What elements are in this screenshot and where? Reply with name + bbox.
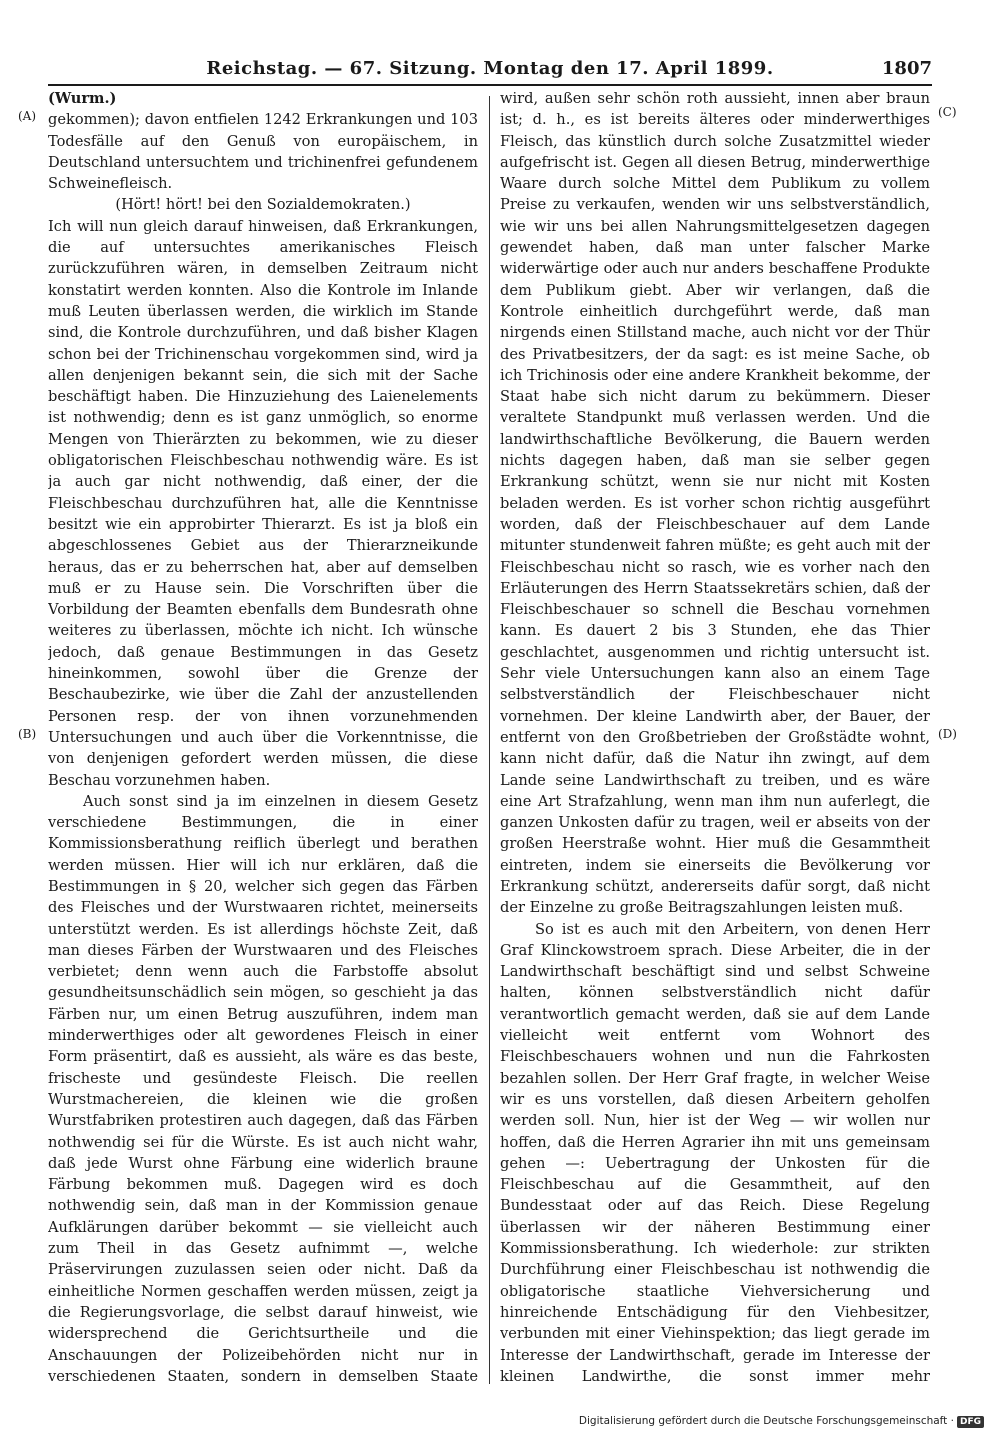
column-divider [489, 96, 490, 1384]
paragraph: So ist es auch mit den Arbeitern, von denen Herr Graf Klinckowstroem sprach. Diese Arbeiter, die in der Landwirthschaft beschäftigt sind und selbst Schweine halten, können selbstverständlich nicht dafür verantwortlich gemacht werden, daß sie auf dem Lande vielleicht weit entfernt vom Wohnort des Fleischbeschauers wohnen und nun die Fahrkosten bezahlen sollen. Der Herr Graf fragte, in welcher Weise wir es uns vorstellen, daß diesen Arbeitern geholfen werden soll. Nun, hier ist der Weg — wir wollen nur hoffen, daß die Herren Agrarier ihn mit uns gemeinsam gehen —: Uebertragung der Unkosten für die Fleischbeschau auf die Gesammtheit, auf den Bundesstaat oder auf das Reich. Diese Regelung überlassen wir der näheren Bestimmung einer Kommissionsberathung. Ich wiederhole: zur strikten Durchführung einer Fleischbeschau ist nothwendig die obligatorische staatliche Viehversicherung und hinreichende Entschädigung für den Viehbesitzer, verbunden mit einer Viehinspektion; das liegt gerade im Interesse der Landwirthschaft, gerade im Interesse der kleinen Landwirthe, die sonst immer mehr [500, 920, 930, 1385]
interjection: (Hört! hört! bei den Sozialdemokraten.) [115, 196, 411, 214]
speaker-name: (Wurm.) [48, 90, 117, 107]
page-header [48, 54, 932, 84]
credit-text: Digitalisierung gefördert durch die Deutsche Forschungsgemeinschaft · [578, 1415, 954, 1427]
digitization-credit [579, 1415, 984, 1428]
margin-marker-a: (A) [18, 109, 37, 123]
paragraph: Ich will nun gleich darauf hinweisen, daß Erkrankungen, die auf untersuchtes amerikanisches Fleisch zurückzuführen wären, in demselben Zeitraum nicht konstatirt werden konnten. Also die Kontrole im Inlande muß Leuten überlassen werden, die wirklich im Stande sind, die Kontrole durchzuführen, und daß bisher Klagen schon bei der Trichinenschau vorgekommen sind, wird ja allen denjenigen bekannt sein, die sich mit der Sache beschäftigt haben. Die Hinzuziehung des Laienelements ist nothwendig; denn es ist ganz unmöglich, so enorme Mengen von Thierärzten zu bekommen, wie zu dieser obligatorischen Fleischbeschau nothwendig wäre. Es ist ja auch gar nicht nothwendig, daß einer, der die Fleischbeschau durchzuführen hat, alle die Kenntnisse besitzt wie ein approbirter Thierarzt. Es ist ja bloß ein abgeschlossenes Gebiet aus der Thierarzneikunde heraus, das er zu beherrschen hat, aber auf demselben muß er zu Hause sein. Die Vorschriften über die Vorbildung der Beamten ebenfalls dem Bundesrath ohne weiteres zu überlassen, möchte ich nicht. Ich wünsche jedoch, daß genaue Bestimmungen in das Gesetz hineinkommen, sowohl über die Grenze der Beschaubezirke, wie über die Zahl der anzustellenden Personen resp. der von ihnen vorzunehmenden Untersuchungen und auch über die Vorkenntnisse, die von denjenigen gefordert werden müssen, die diese Beschau vorzunehmen haben. [48, 217, 478, 789]
paragraph: wird, außen sehr schön roth aussieht, innen aber braun ist; d. h., es ist bereits älteres oder minderwerthiges Fleisch, das künstlich durch solche Zusatzmittel wieder aufgefrischt ist. Gegen all diesen Betrug, minderwerthige Waare durch solche Mittel dem Publikum zu vollem Preise zu verkaufen, wenden wir uns selbstverständlich, wie wir uns bei allen Nahrungsmittelgesetzen dagegen gewendet haben, daß man unter falscher Marke widerwärtige oder auch nur anders beschaffene Produkte dem Publikum giebt. Aber wir verlangen, daß die Kontrole einheitlich durchgeführt werde, daß man nirgends einen Stillstand mache, auch nicht vor der Thür des Privatbesitzers, der da sagt: es ist meine Sache, ob ich Trichinosis oder eine andere Krankheit bekomme, der Staat habe sich nicht darum zu bekümmern. Dieser veraltete Standpunkt muß verlassen werden. Und die landwirthschaftliche Bevölkerung, die Bauern werden nichts dagegen haben, daß man sie selber gegen Erkrankung schützt, wenn sie nur nicht mit Kosten beladen werden. Es ist vorher schon richtig ausgeführt worden, daß der Fleischbeschauer auf dem Lande mitunter stundenweit fahren müßte; es geht auch mit der Fleischbeschau nicht so rasch, wie es vorher nach den Erläuterungen des Herrn Staatssekretärs schien, daß der Fleischbeschauer so schnell die Beschau vornehmen kann. Es dauert 2 bis 3 Stunden, ehe das Thier geschlachtet, ausgenommen und richtig untersucht ist. Sehr viele Untersuchungen kann also an einem Tage selbstverständlich der Fleischbeschauer nicht vornehmen. Der kleine Landwirth aber, der Bauer, der entfernt von den Großbetrieben der Großstädte wohnt, kann nicht dafür, daß die Natur ihn zwingt, auf dem Lande seine Landwirthschaft zu treiben, und es wäre eine Art Strafzahlung, wenn man ihm nun auferlegt, die ganzen Unkosten dafür zu tragen, weil er abseits von der großen Heerstraße wohnt. Hier muß die Gesammtheit eintreten, indem sie einerseits die Bevölkerung vor Erkrankung schützt, andererseits dafür sorgt, daß nicht der Einzelne zu große Beitragszahlungen leisten muß. [500, 90, 930, 917]
margin-marker-d: (D) [938, 727, 957, 741]
paragraph: Auch sonst sind ja im einzelnen in diesem Gesetz verschiedene Bestimmungen, die in einer Kommissionsberathung reiflich überlegt und berathen werden müssen. Hier will ich nur erklären, daß die Bestimmungen in § 20, welcher sich gegen das Färben des Fleisches und der Wurstwaaren richtet, meinerseits unterstützt werden. Es ist allerdings höchste Zeit, daß man dieses Färben der Wurstwaaren und des Fleisches verbietet; denn wenn auch die Farbstoffe absolut gesundheitsunschädlich sein mögen, so geschieht ja das Färben nur, um einen Betrug auszuführen, indem man minderwerthiges oder alt gewordenes Fleisch in einer Form präsentirt, daß es aussieht, als wäre es das beste, frischeste und gesündeste Fleisch. Die reellen Wurstmachereien, die kleinen wie die großen Wurstfabriken protestiren auch dagegen, daß das Färben nothwendig sei für die Würste. Es ist auch nicht wahr, daß jede Wurst ohne Färbung eine widerlich braune Färbung bekommen muß. Dagegen wird es doch nothwendig sein, daß man in der Kommission genaue Aufklärungen darüber bekommt — sie vielleicht auch zum Theil in das Gesetz aufnimmt —, welche Präservirungen zuzulassen seien oder nicht. Daß da einheitliche Normen geschaffen werden müssen, zeigt ja die Regierungsvorlage, die selbst darauf hinweist, wie widersprechend die Gerichtsurtheile und die Anschauungen der Polizeibehörden nicht nur in verschiedenen Staaten, sondern in demselben Staate [48, 792, 478, 1385]
left-column [48, 88, 478, 1388]
header-title: Reichstag. — 67. Sitzung. Montag den 17. April 1899. [206, 58, 774, 79]
header-rule [48, 84, 932, 86]
paragraph: gekommen); davon entfielen 1242 Erkrankungen und 103 Todesfälle auf den Genuß von europäischem, in Deutschland untersuchtem und trichinenfrei gefundenem Schweinefleisch. [48, 111, 478, 193]
margin-marker-b: (B) [18, 727, 37, 741]
margin-marker-c: (C) [938, 105, 957, 119]
right-column [500, 88, 930, 1388]
dfg-logo: DFG [957, 1416, 984, 1428]
page-number: 1807 [881, 58, 932, 79]
